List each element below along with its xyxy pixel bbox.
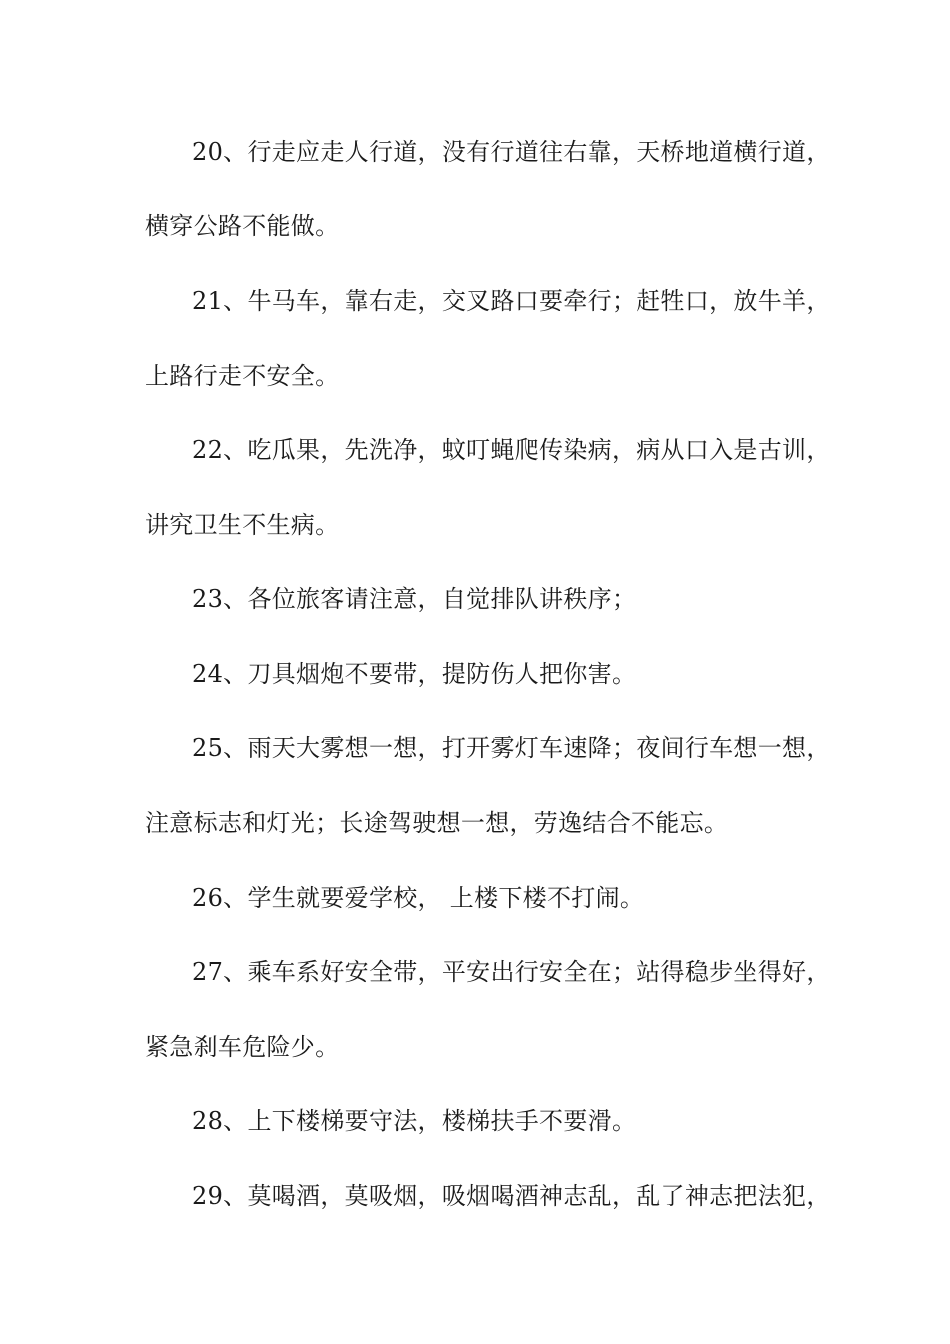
item-22-line-2: 讲究卫生不生病。: [145, 511, 340, 539]
item-27-line-1: 27、乘车系好安全带，平安出行安全在；站得稳步坐得好，: [192, 958, 831, 986]
item-25-line-1: 25、雨天大雾想一想，打开雾灯车速降；夜间行车想一想，: [192, 734, 831, 762]
item-20-line-1: 20、行走应走人行道，没有行道往右靠，天桥地道横行道，: [192, 138, 831, 166]
item-25-line-2: 注意标志和灯光；长途驾驶想一想，劳逸结合不能忘。: [145, 809, 729, 837]
item-23-line-1: 23、各位旅客请注意，自觉排队讲秩序；: [192, 585, 637, 613]
item-20-line-2: 横穿公路不能做。: [145, 212, 340, 240]
item-24-line-1: 24、刀具烟炮不要带，提防伤人把你害。: [192, 660, 637, 688]
item-21-line-1: 21、牛马车，靠右走，交叉路口要牵行；赶牲口，放牛羊，: [192, 287, 831, 315]
item-27-line-2: 紧急刹车危险少。: [145, 1033, 340, 1061]
item-22-line-1: 22、吃瓜果，先洗净，蚊叮蝇爬传染病，病从口入是古训，: [192, 436, 831, 464]
item-26-line-1: 26、学生就要爱学校， 上楼下楼不打闹。: [192, 884, 645, 912]
item-28-line-1: 28、上下楼梯要守法，楼梯扶手不要滑。: [192, 1107, 637, 1135]
item-21-line-2: 上路行走不安全。: [145, 362, 340, 390]
item-29-line-1: 29、莫喝酒，莫吸烟，吸烟喝酒神志乱，乱了神志把法犯，: [192, 1182, 831, 1210]
